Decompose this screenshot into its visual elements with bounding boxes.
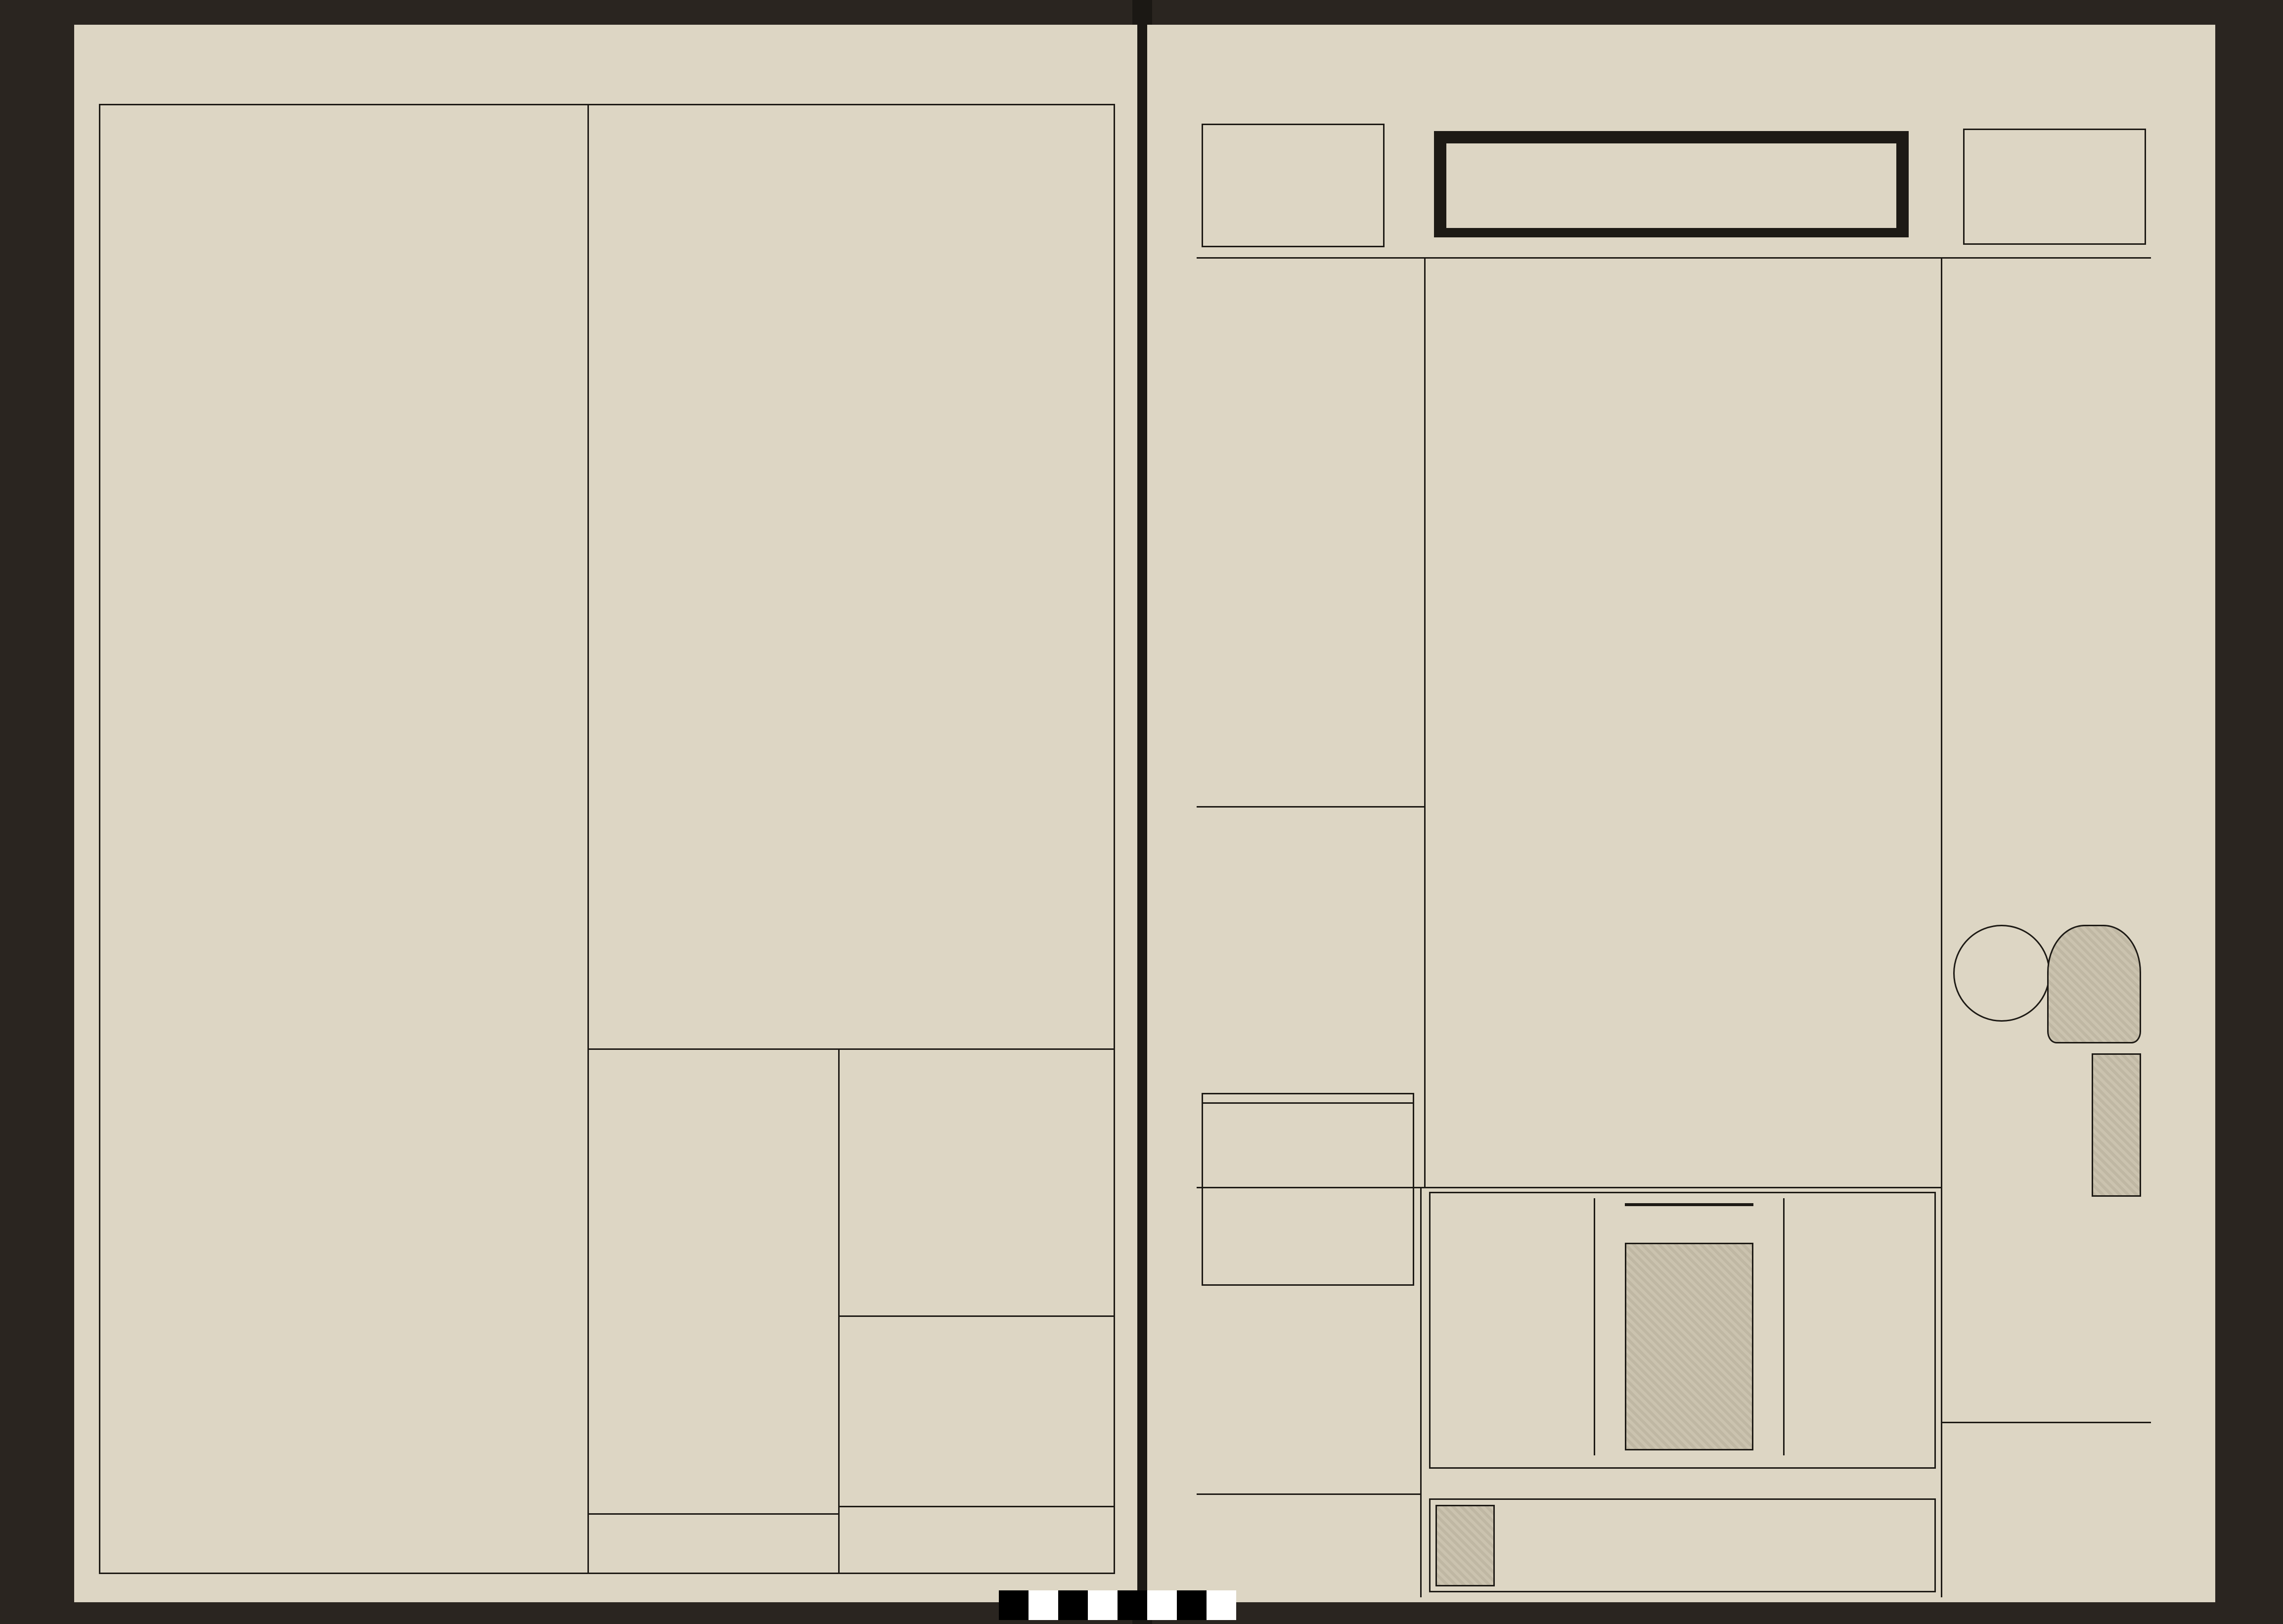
- lottery-results: [594, 114, 1109, 1043]
- calibration-strip: [999, 1590, 1236, 1620]
- subscriptions-box: [846, 1056, 1108, 1313]
- relogios-ad: [1948, 1429, 2146, 1587]
- right-page: [1147, 25, 2215, 1602]
- kolynos-tube-illustration: [2092, 1053, 2141, 1197]
- escola-title: [1203, 1094, 1413, 1104]
- left-page: [74, 25, 1137, 1602]
- kolynos-ad: [1948, 925, 2146, 1419]
- asenhoras-ad: [1202, 1291, 1419, 1528]
- longines-ad: [1429, 1498, 1936, 1592]
- escola-automobilismo-ad: [1202, 1093, 1414, 1286]
- watch-illustration: [1435, 1505, 1495, 1586]
- lottery-column-3: [939, 127, 1107, 134]
- greves-article: [1202, 267, 1419, 811]
- trains-ad: [846, 1320, 1108, 1503]
- fag-right: [1791, 1198, 1932, 1212]
- tomaz-alcaide-article: [106, 114, 581, 1568]
- lottery-sections-2: [766, 127, 930, 134]
- saturio-paiva-ad: [1202, 124, 1385, 247]
- water-heater-illustration: [1625, 1243, 1753, 1450]
- railway-notice: [596, 1056, 831, 1565]
- fag-center: [1594, 1198, 1785, 1455]
- brief-news: [1948, 267, 2146, 910]
- arti-ad: [1202, 1501, 1419, 1590]
- kolynos-bubble: [1953, 925, 2050, 1022]
- article-column-1: [106, 124, 339, 1489]
- fag-left: [1435, 1198, 1584, 1206]
- classified-sorte: [846, 1511, 1108, 1570]
- estrangeiro-banner: [1434, 131, 1909, 237]
- mauricio-ad: [1963, 129, 2146, 245]
- mulheres-americanas-article: [1432, 267, 1933, 1182]
- fag-center-name: [1625, 1203, 1753, 1206]
- woman-illustration: [2047, 925, 2141, 1043]
- classified-automoveis: [596, 1523, 831, 1568]
- article-column-2: [350, 124, 581, 1489]
- fag-ad: [1429, 1192, 1936, 1469]
- lottery-column-1: [594, 127, 758, 134]
